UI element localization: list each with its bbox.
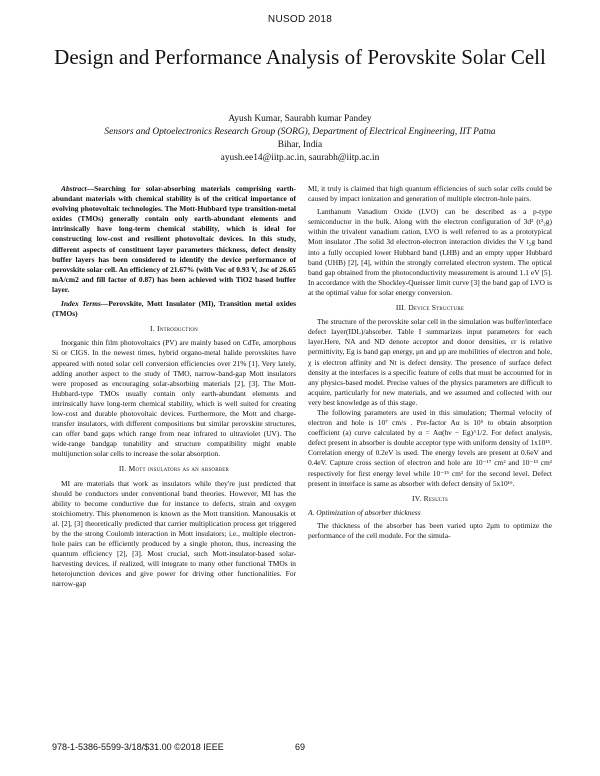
location: Bihar, India <box>277 140 323 150</box>
lvo-text: Lanthanum Vanadium Oxide (LVO) can be described as a p-type semiconductor in the bulk. Along with the electron configuration of 3d² (t²₂g) within the trivalent vanadium cation, LVO is well referred to as a prototypical Mott insulator .The solid 3d electron-electron interaction divides the V t₂g band into a fully occupied lower Hubbard band (LHB) and an empty upper Hubbard band (UHB) [2], [4], within the strongly correlated electron system. The optical band gap obtained from the photoconductivity measurement is around 1.1 eV [5]. In accordance with the Shockley-Queisser limit curve [3] the band gap of LVO is at the optimal value for solar energy conversion. <box>308 207 552 297</box>
author-emails: ayush.ee14@iitp.ac.in, saurabh@iitp.ac.in <box>220 153 380 163</box>
page-number: 69 <box>294 742 305 752</box>
affiliation: Sensors and Optoelectronics Research Group (SORG), Department of Electrical Engineering, IIT Patna <box>104 127 496 137</box>
mott-continuation-text: MI, it truly is claimed that high quantum efficiencies of such solar cells could be caused by impact ionization and generation of multiple electron-hole pairs. <box>308 184 552 204</box>
author-names: Ayush Kumar, Saurabh kumar Pandey <box>228 114 372 124</box>
footer-isbn: 978-1-5386-5599-3/18/$31.00 ©2018 IEEE <box>52 742 224 752</box>
abstract-text: Searching for solar-absorbing materials comprising earth-abundant materials with chemical stability is of the critical importance of evolving photovoltaic technologies. The Mott-Hubbard type transition-metal oxides (TMOs) generally contain only earth-abundant elements and intrinsically have long-term chemical stability, which is ideal for constructing low-cost and resilient photovoltaic devices. In this study, different aspects of constituent layer parameters thickness, defect density buffer layers has been considered to identify the device performance of perovskite solar cell. An efficiency of 21.67% (with Voc of 0.93 V, Jsc of 26.65 mA/cm2 and fill factor of 0.87) has been achieved with TiO2 based buffer layer. <box>52 184 296 294</box>
conference-header: NUSOD 2018 <box>267 14 333 25</box>
section-heading-device-structure: III. Device Structure <box>395 303 465 313</box>
index-terms-text: Perovskite, Mott Insulator (MI), Transition metal oxides (TMOs) <box>52 299 296 319</box>
left-column <box>52 184 296 590</box>
device-structure-text-1: The structure of the perovskite solar cell in the simulation was buffer/interface defect layer(IDL)/absorber. Table I summarizes input parameters for each layer.Here, NA and ND denote acceptor and donor densities, εr is relative permittivity, Eg is band gap energy, μn and μp are mobilities of electron and hole, χ is electron affinity and Nt is defect density. The presence of surface defect density at the interfaces is a specific feature of cells that must be accounted for in any physics-based model. Precise values of the physics parameters are difficult to acquire, particularly for new materials, and we assumed and collected with our very best knowledge as of this stage. <box>308 317 552 407</box>
abstract: Abstract—Searching for solar-absorbing materials comprising earth-abundant materials with chemical stability is of the critical importance of evolving photovoltaic technologies. The Mott-Hubbard type transition-metal oxides (TMOs) generally contain only earth-abundant elements and intrinsically have long-term chemical stability, which is ideal for constructing low-cost and resilient photovoltaic devices. In this study, different aspects of constituent layer parameters thickness, defect density buffer layers has been considered to identify the device performance of perovskite solar cell. An efficiency of 21.67% (with Voc of 0.93 V, Jsc of 26.65 mA/cm2 and fill factor of 0.87) has been achieved with TiO2 based buffer layer. <box>52 184 296 294</box>
section-heading-introduction: I. Introduction <box>150 324 198 334</box>
author-block <box>0 113 600 165</box>
index-terms: Index Terms—Perovskite, Mott Insulator (MI), Transition metal oxides (TMOs) <box>52 299 296 319</box>
results-text: The thickness of the absorber has been varied upto 2μm to optimize the performance of the cell module. For the simula- <box>308 520 552 540</box>
paper-title: Design and Performance Analysis of Perovskite Solar Cell <box>54 45 546 69</box>
mott-insulators-text: MI are materials that work as insulators while they're just predicted that should be conductors under conventional band theories. However, MI has the ability to become conductive due for instance to defects, strain and oxygen stoichiometry. This phenomenon is known as the Mott transition. Manousakis et al. [2], [3] theoretically predicted that carrier multiplication process get triggered by the the strong Coulomb interaction in Mott insulators; i.e., multiple electron-hole pairs can be efficiently produced by a single photon, thus, increasing the quantum efficiency [2], [3]. Most crucial, such Mott-insulator-based solar-harvesting devices, if realized, will integrate to many other functional TMOs in heterojunction devices and give power for driving other functionalities. For narrow-gap <box>52 478 296 589</box>
abstract-label: Abstract <box>61 184 87 193</box>
index-terms-label: Index Terms <box>61 299 101 309</box>
introduction-text: Inorganic thin film photovoltaics (PV) are mainly based on CdTe, amorphous Si or CIGS. In the newest times, hybrid organo-metal halide perovskites have appeared with noted solar cell conversion efficiencies over 21% [1]. Very lately, adding another aspect to the study of TMO, narrow-band-gap Mott insulators were proposed as encouraging solar-absorbing materials [2], [3]. The Mott- Hubbard-type TMOs usually contain only earth-abundant elements and intrinsically have long-term chemical stability, which is well suited for creating low-cost and durable photovoltaic devices. Furthermore, the Mott and charge-transfer insulators, with different compositions but similar perovskite structures, can offer band gaps which range from near infrared to ultraviolet (UV). The wide-range bandgap tunability and structure compatibility might enable multijunction solar cells to increase the solar absorption. <box>52 338 296 459</box>
right-column <box>308 184 552 541</box>
device-structure-text-2: The following parameters are used in this simulation; Thermal velocity of electron and hole is 10⁷ cm/s . Pre-factor Aα is 10⁵ to obtain absorption coefficient (a) curve calculated by α = Aα(hν − Eg)^1/2. For defect analysis, defect present in absorber is double acceptor type with uniform density of 1x10¹⁵. Correlation energy of 0.2eV is used. The energy levels are present at 0.6eV and 0.4eV. Capture cross section of electron and hole are 10⁻¹⁷ cm² and 10⁻¹³ cm² respectively for first energy level while 10⁻¹⁵ cm² for the second level. Defect present in interface is same as absorber with defect density of 5x10¹⁶. <box>308 407 552 488</box>
section-heading-results: IV. Results <box>412 493 448 503</box>
section-heading-mott-insulators: II. Mott insulators as an absorber <box>118 464 230 474</box>
subsection-heading-absorber-thickness: A. Optimization of absorber thickness <box>308 507 421 517</box>
